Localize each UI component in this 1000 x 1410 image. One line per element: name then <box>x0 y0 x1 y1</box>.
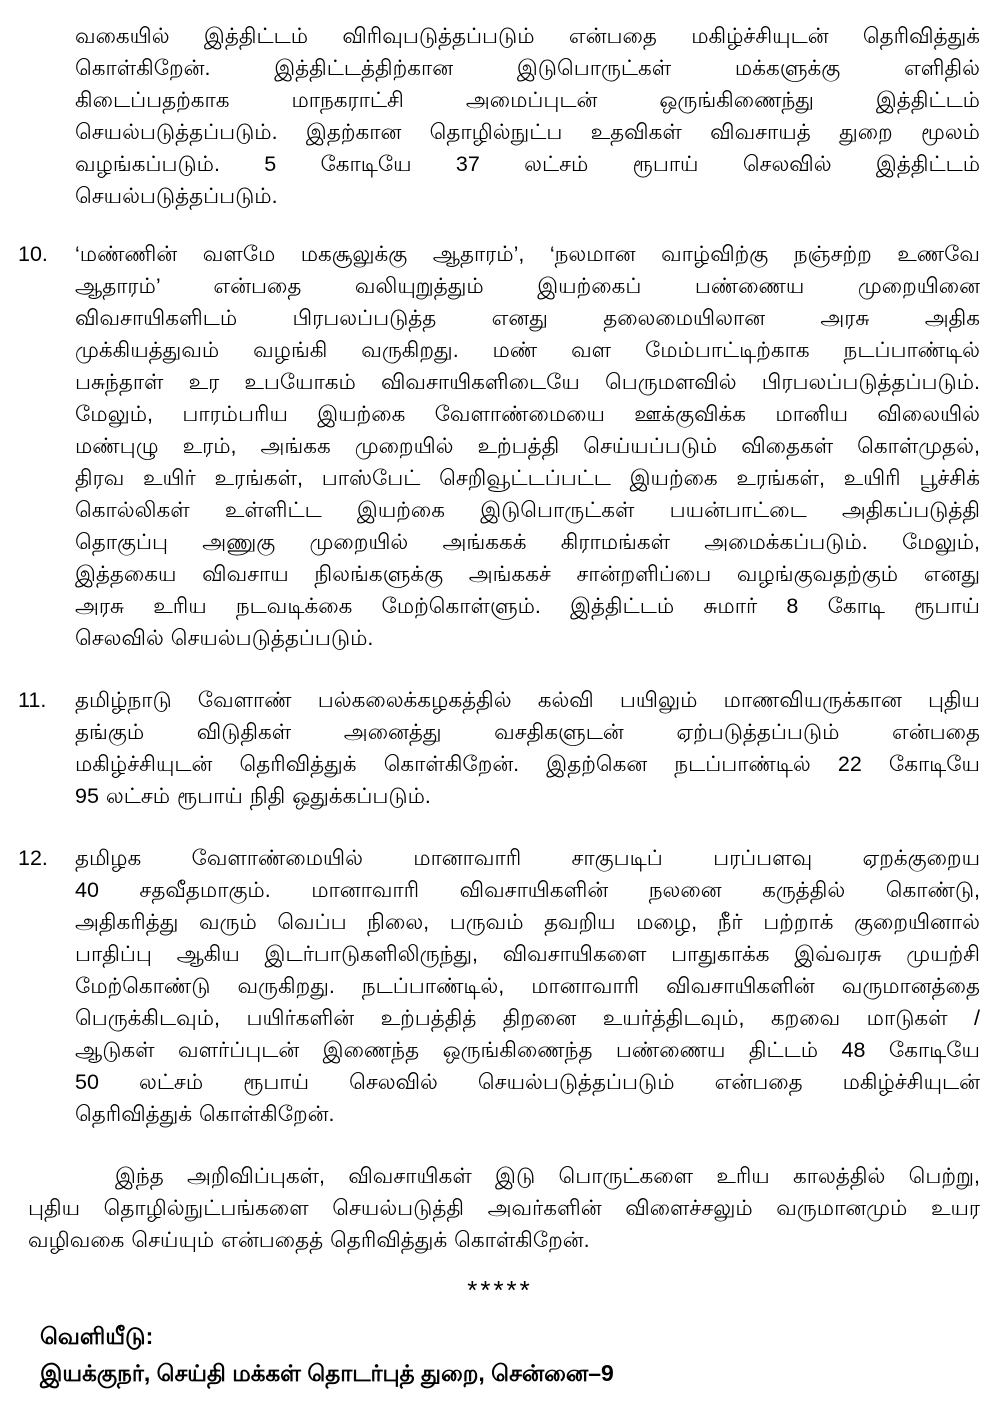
text-line: முக்கியத்துவம் வழங்கி வருகிறது. மண் வள மேம்பாட்டிற்காக நடப்பாண்டில் <box>75 338 980 362</box>
text-line: திரவ உயிர் உரங்கள், பாஸ்பேட் செறிவூட்டப்பட்ட இயற்கை உரங்கள், உயிரி பூச்சிக் <box>75 466 980 490</box>
footer-publication-label: வெளியீடு: <box>40 1323 154 1349</box>
closing-paragraph <box>28 1160 980 1256</box>
text-line: விவசாயிகளிடம் பிரபலப்படுத்த எனது தலைமையிலான அரசு அதிக <box>75 306 980 330</box>
text-line: செயல்படுத்தப்படும். <box>75 184 278 208</box>
text-line: மண்புழு உரம், அங்கக முறையில் உற்பத்தி செய்யப்படும் விதைகள் கொள்முதல், <box>75 434 980 458</box>
text-line: 40 சதவீதமாகும். மானாவாரி விவசாயிகளின் நலனை கருத்தில் கொண்டு, <box>75 878 980 902</box>
numbered-item-12 <box>18 842 980 1130</box>
item-number: 10. <box>18 242 48 266</box>
separator-asterisks: ***** <box>467 1275 533 1305</box>
text-line: பசுந்தாள் உர உபயோகம் விவசாயிகளிடையே பெருமளவில் பிரபலப்படுத்தப்படும். <box>75 370 980 394</box>
text-line: பாதிப்பு ஆகிய இடர்பாடுகளிலிருந்து, விவசாயிகளை பாதுகாக்க இவ்வரசு முயற்சி <box>75 942 980 966</box>
text-line: அரசு உரிய நடவடிக்கை மேற்கொள்ளும். இத்திட்டம் சுமார் 8 கோடி ரூபாய் <box>75 594 980 618</box>
item-body <box>75 238 980 654</box>
text-line: மேற்கொண்டு வருகிறது. நடப்பாண்டில், மானாவாரி விவசாயிகளின் வருமானத்தை <box>75 974 980 998</box>
text-line: தெரிவித்துக் கொள்கிறேன். <box>75 1102 335 1126</box>
text-line: தங்கும் விடுதிகள் அனைத்து வசதிகளுடன் ஏற்படுத்தப்படும் என்பதை <box>75 720 980 744</box>
footer <box>40 1318 980 1392</box>
text-line: வகையில் இத்திட்டம் விரிவுபடுத்தப்படும் என்பதை மகிழ்ச்சியுடன் தெரிவித்துக் <box>75 24 980 48</box>
paragraph-continuation <box>75 20 980 212</box>
text-line: தொகுப்பு அணுகு முறையில் அங்ககக் கிராமங்கள் அமைக்கப்படும். மேலும், <box>75 530 980 554</box>
numbered-item-10 <box>18 238 980 654</box>
item-body <box>75 842 980 1130</box>
text-line: செலவில் செயல்படுத்தப்படும். <box>75 626 374 650</box>
text-line: ஆதாரம்’ என்பதை வலியுறுத்தும் இயற்கைப் பண்ணைய முறையினை <box>75 274 980 298</box>
item-number: 12. <box>18 846 48 870</box>
footer-issuer-line: இயக்குநர், செய்தி மக்கள் தொடர்புத் துறை, சென்னை–9 <box>40 1360 614 1386</box>
text-line: தமிழக வேளாண்மையில் மானாவாரி சாகுபடிப் பரப்பளவு ஏறக்குறைய <box>75 846 980 870</box>
text-line: கிடைப்பதற்காக மாநகராட்சி அமைப்புடன் ஒருங்கிணைந்து இத்திட்டம் <box>75 88 980 112</box>
numbered-item-11 <box>18 684 980 812</box>
text-line: கொல்லிகள் உள்ளிட்ட இயற்கை இடுபொருட்கள் பயன்பாட்டை அதிகப்படுத்தி <box>75 498 980 522</box>
text-line: மகிழ்ச்சியுடன் தெரிவித்துக் கொள்கிறேன். இதற்கென நடப்பாண்டில் 22 கோடியே <box>75 752 980 776</box>
text-line: ஆடுகள் வளர்ப்புடன் இணைந்த ஒருங்கிணைந்த பண்ணைய திட்டம் 48 கோடியே <box>75 1038 980 1062</box>
text-line: இத்தகைய விவசாய நிலங்களுக்கு அங்ககச் சான்றளிப்பை வழங்குவதற்கும் எனது <box>75 562 980 586</box>
item-number: 11. <box>18 688 47 712</box>
text-line: 95 லட்சம் ரூபாய் நிதி ஒதுக்கப்படும். <box>75 784 431 808</box>
text-line: கொள்கிறேன். இத்திட்டத்திற்கான இடுபொருட்கள் மக்களுக்கு எளிதில் <box>75 56 980 80</box>
text-line: ‘மண்ணின் வளமே மகசூலுக்கு ஆதாரம்’, ‘நலமான வாழ்விற்கு நஞ்சற்ற உணவே <box>75 242 980 266</box>
item-body <box>75 684 980 812</box>
text-line: இந்த அறிவிப்புகள், விவசாயிகள் இடு பொருட்களை உரிய காலத்தில் பெற்று, <box>115 1164 980 1188</box>
text-line: வழங்கப்படும். 5 கோடியே 37 லட்சம் ரூபாய் செலவில் இத்திட்டம் <box>75 152 980 176</box>
text-line: வழிவகை செய்யும் என்பதைத் தெரிவித்துக் கொள்கிறேன். <box>28 1228 590 1252</box>
text-line: பெருக்கிடவும், பயிர்களின் உற்பத்தித் திறனை உயர்த்திடவும், கறவை மாடுகள் / <box>75 1006 980 1030</box>
text-line: 50 லட்சம் ரூபாய் செலவில் செயல்படுத்தப்படும் என்பதை மகிழ்ச்சியுடன் <box>75 1070 980 1094</box>
text-line: தமிழ்நாடு வேளாண் பல்கலைக்கழகத்தில் கல்வி பயிலும் மாணவியருக்கான புதிய <box>75 688 980 712</box>
text-line: அதிகரித்து வரும் வெப்ப நிலை, பருவம் தவறிய மழை, நீர் பற்றாக் குறையினால் <box>75 910 980 934</box>
text-line: மேலும், பாரம்பரிய இயற்கை வேளாண்மையை ஊக்குவிக்க மானிய விலையில் <box>75 402 980 426</box>
text-line: புதிய தொழில்நுட்பங்களை செயல்படுத்தி அவர்களின் விளைச்சலும் வருமானமும் உயர <box>28 1196 980 1220</box>
text-line: செயல்படுத்தப்படும். இதற்கான தொழில்நுட்ப உதவிகள் விவசாயத் துறை மூலம் <box>75 120 980 144</box>
